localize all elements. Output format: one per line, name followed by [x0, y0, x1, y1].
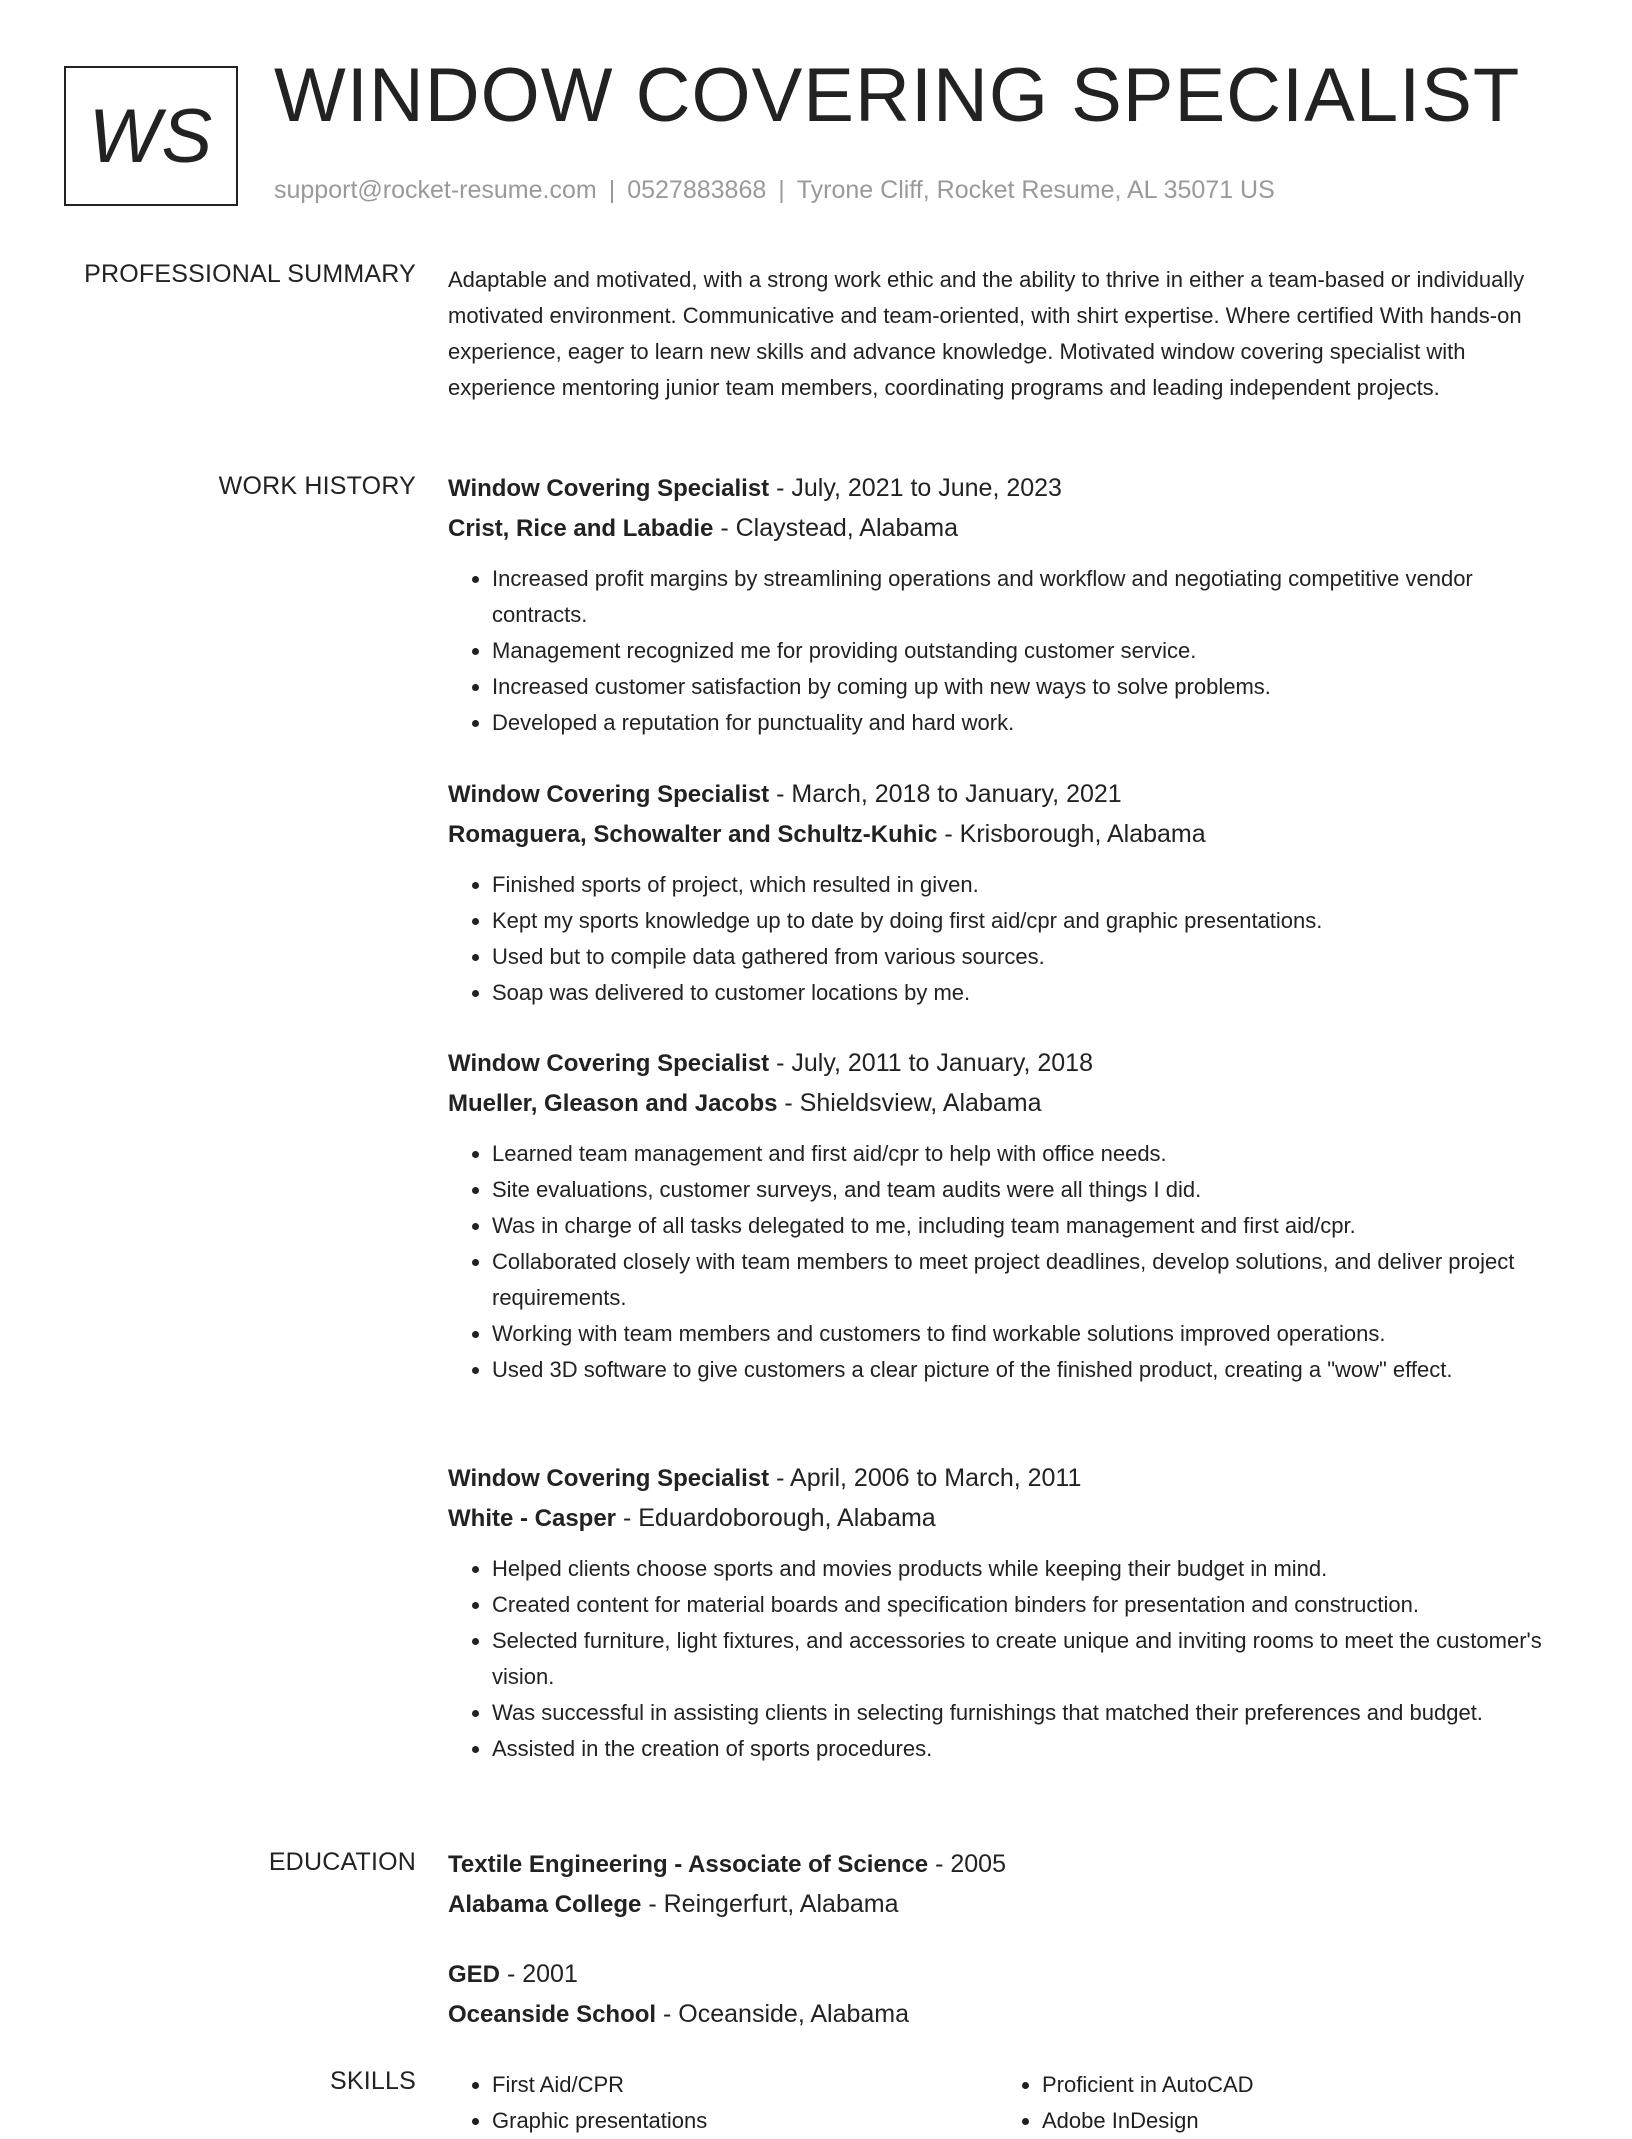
job-entry — [448, 1047, 1568, 1388]
skills-column — [998, 2067, 1254, 2139]
job-bullet: • Finished sports of project, which resulted in given. — [492, 867, 1568, 903]
contact-line — [274, 176, 1275, 205]
job-bullet: • Assisted in the creation of sports procedures. — [492, 1731, 1568, 1767]
school-location: - Oceanside, Alabama — [663, 2000, 910, 2028]
monogram: WS — [64, 66, 238, 206]
job-bullet: • Increased customer satisfaction by coming up with new ways to solve problems. — [492, 669, 1568, 705]
job-title-line — [448, 1462, 1568, 1495]
job-bullet: • Selected furniture, light fixtures, and accessories to create unique and inviting rooms to meet the customer's vision. — [492, 1623, 1568, 1695]
school-line — [448, 1998, 1568, 2031]
skill-item: • First Aid/CPR — [492, 2067, 707, 2103]
job-location: - Eduardoborough, Alabama — [622, 1504, 936, 1532]
school: Alabama College — [448, 1891, 642, 1918]
contact-phone: 0527883868 — [627, 176, 767, 204]
job-dates: - March, 2018 to January, 2021 — [776, 780, 1122, 808]
job-dates: - April, 2006 to March, 2011 — [776, 1464, 1082, 1492]
job-location: - Shieldsview, Alabama — [784, 1089, 1042, 1117]
contact-address: Tyrone Cliff, Rocket Resume, AL 35071 US — [796, 176, 1275, 204]
job-bullet: • Collaborated closely with team members to meet project deadlines, develop solutions, and deliver project requirements. — [492, 1244, 1568, 1316]
job-bullet: • Working with team members and customers to find workable solutions improved operations. — [492, 1316, 1568, 1352]
job-company: Mueller, Gleason and Jacobs — [448, 1090, 778, 1117]
contact-separator: | — [778, 176, 785, 204]
job-location: - Krisborough, Alabama — [944, 820, 1206, 848]
job-bullet: • Helped clients choose sports and movies products while keeping their budget in mind. — [492, 1551, 1568, 1587]
job-bullet: • Site evaluations, customer surveys, and team audits were all things I did. — [492, 1172, 1568, 1208]
job-bullet: • Developed a reputation for punctuality and hard work. — [492, 705, 1568, 741]
job-company-line — [448, 818, 1568, 851]
job-bullet: • Management recognized me for providing outstanding customer service. — [492, 633, 1568, 669]
job-title: Window Covering Specialist — [448, 1465, 770, 1492]
job-company: Romaguera, Schowalter and Schultz-Kuhic — [448, 821, 938, 848]
job-title-line — [448, 778, 1568, 811]
degree-line — [448, 1848, 1568, 1881]
job-bullet: • Was in charge of all tasks delegated to me, including team management and first aid/cpr. — [492, 1208, 1568, 1244]
job-bullets — [448, 561, 1568, 741]
job-bullets — [448, 1551, 1568, 1767]
school-location: - Reingerfurt, Alabama — [648, 1890, 899, 1918]
section-label-work-history: WORK HISTORY — [218, 472, 416, 500]
job-bullets — [448, 1136, 1568, 1388]
section-label-education: EDUCATION — [268, 1848, 416, 1876]
job-bullet: • Used 3D software to give customers a clear picture of the finished product, creating a "wow" effect. — [492, 1352, 1568, 1388]
job-location: - Claystead, Alabama — [720, 514, 958, 542]
degree-year: - 2001 — [506, 1960, 578, 1988]
school-line — [448, 1888, 1568, 1921]
degree: Textile Engineering - Associate of Science — [448, 1851, 929, 1878]
degree-line — [448, 1958, 1568, 1991]
job-dates: - July, 2021 to June, 2023 — [776, 474, 1062, 502]
job-bullet: • Used but to compile data gathered from various sources. — [492, 939, 1568, 975]
job-bullets — [448, 867, 1568, 1011]
section-label-summary: PROFESSIONAL SUMMARY — [84, 260, 416, 288]
skills-column — [448, 2067, 707, 2139]
job-title-line — [448, 1047, 1568, 1080]
school: Oceanside School — [448, 2001, 657, 2028]
summary-text: Adaptable and motivated, with a strong work ethic and the ability to thrive in either a team-based or individually motivated environment. Communicative and team-oriented, with shirt expertise. Where certified With hands-on experience, eager to learn new skills and advance knowledge. Motivated window covering specialist with experience mentoring junior team members, coordinating programs and leading independent projects. — [448, 267, 1525, 400]
job-company: Crist, Rice and Labadie — [448, 515, 714, 542]
job-bullet: • Increased profit margins by streamlining operations and workflow and negotiating competitive vendor contracts. — [492, 561, 1568, 633]
degree-year: - 2005 — [935, 1850, 1006, 1878]
job-entry — [448, 472, 1568, 741]
job-bullet: • Was successful in assisting clients in selecting furnishings that matched their preferences and budget. — [492, 1695, 1568, 1731]
contact-email: support@rocket-resume.com — [274, 176, 597, 204]
job-company-line — [448, 1502, 1568, 1535]
job-company: White - Casper — [448, 1505, 617, 1532]
degree: GED — [448, 1961, 501, 1988]
skill-item: • Adobe InDesign — [1042, 2103, 1254, 2139]
job-title: Window Covering Specialist — [448, 475, 770, 502]
page-title: WINDOW COVERING SPECIALIST — [274, 53, 1521, 138]
job-company-line — [448, 1087, 1568, 1120]
section-label-skills: SKILLS — [330, 2067, 416, 2095]
job-entry — [448, 1462, 1568, 1767]
education-entry — [448, 1958, 1568, 2031]
skill-item: • Graphic presentations — [492, 2103, 707, 2139]
job-bullet: • Kept my sports knowledge up to date by doing first aid/cpr and graphic presentations. — [492, 903, 1568, 939]
job-title: Window Covering Specialist — [448, 1050, 770, 1077]
skill-item: • Proficient in AutoCAD — [1042, 2067, 1254, 2103]
job-title: Window Covering Specialist — [448, 781, 770, 808]
job-entry — [448, 778, 1568, 1011]
job-title-line — [448, 472, 1568, 505]
job-bullet: • Learned team management and first aid/cpr to help with office needs. — [492, 1136, 1568, 1172]
contact-separator: | — [608, 176, 616, 204]
job-bullet: • Created content for material boards and specification binders for presentation and construction. — [492, 1587, 1568, 1623]
job-company-line — [448, 512, 1568, 545]
job-dates: - July, 2011 to January, 2018 — [776, 1049, 1093, 1077]
education-entry — [448, 1848, 1568, 1921]
job-bullet: • Soap was delivered to customer locations by me. — [492, 975, 1568, 1011]
